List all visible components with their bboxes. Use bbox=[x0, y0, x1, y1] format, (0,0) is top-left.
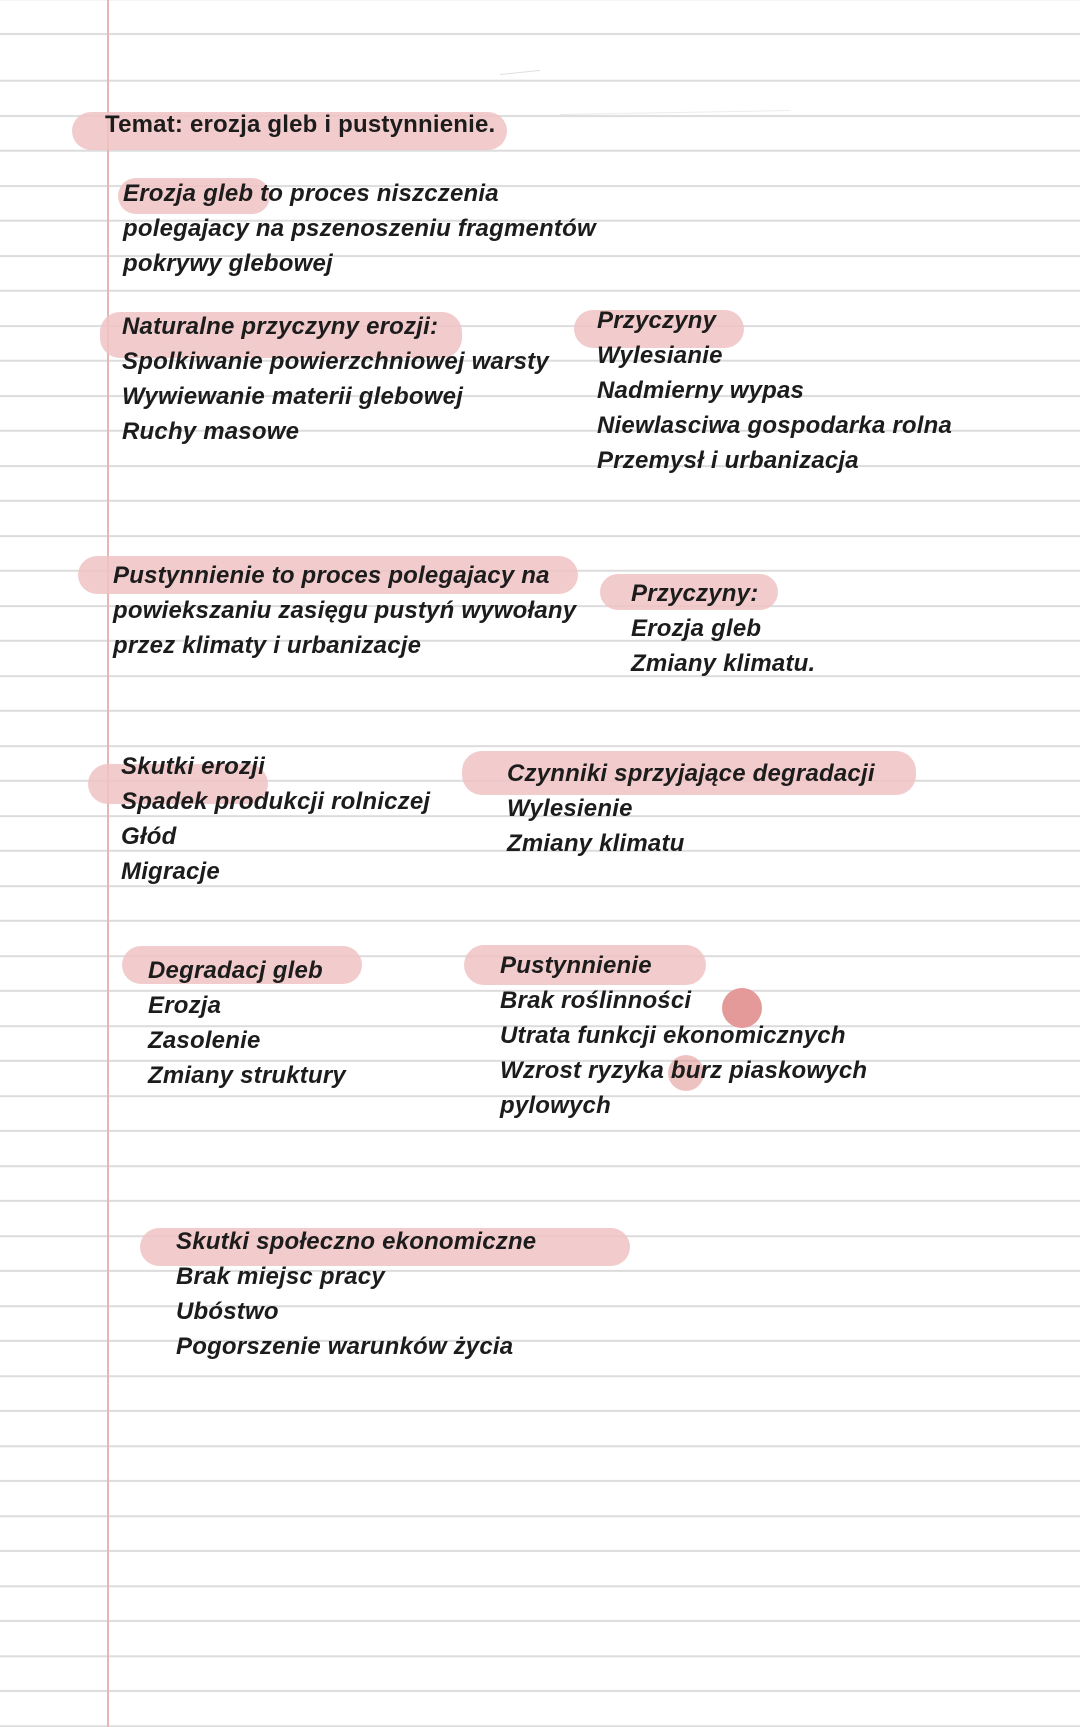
pustynnienie-definition-line: powiekszaniu zasięgu pustyń wywołany bbox=[113, 597, 577, 624]
pencil-stroke bbox=[560, 110, 790, 115]
skutki-erozji-item: Głód bbox=[121, 823, 177, 850]
pustynnienie-heading: Pustynnienie bbox=[500, 952, 652, 979]
spoleczne-heading: Skutki społeczno ekonomiczne bbox=[176, 1228, 537, 1255]
pustynnienie-section bbox=[500, 948, 867, 1123]
pustynnienie-definition-line: przez klimaty i urbanizacje bbox=[113, 632, 422, 659]
naturalne-item: Wywiewanie materii glebowej bbox=[122, 383, 464, 410]
page-title-text: Temat: erozja gleb i pustynnienie. bbox=[105, 111, 496, 138]
przyczyny2-item: Erozja gleb bbox=[631, 615, 762, 642]
degradacja-item: Erozja bbox=[148, 992, 222, 1019]
naturalne-item: Spolkiwanie powierzchniowej warsty bbox=[122, 348, 549, 375]
notebook-margin-line bbox=[107, 0, 109, 1727]
skutki-erozji-item: Migracje bbox=[121, 858, 220, 885]
skutki-erozji-section bbox=[121, 749, 430, 889]
czynniki-section bbox=[507, 756, 875, 861]
page-title bbox=[105, 107, 495, 142]
naturalne-item: Ruchy masowe bbox=[122, 418, 300, 445]
przyczyny2-item: Zmiany klimatu. bbox=[631, 650, 816, 677]
spoleczne-item: Pogorszenie warunków życia bbox=[176, 1333, 514, 1360]
erozja-definition-line: pokrywy glebowej bbox=[123, 250, 333, 277]
erozja-definition-line: polegajacy na pszenoszeniu fragmentów bbox=[123, 215, 596, 242]
pustynnienie-item: Utrata funkcji ekonomicznych bbox=[500, 1022, 846, 1049]
pustynnienie-definition-line: Pustynnienie to proces polegajacy na bbox=[113, 562, 550, 589]
degradacja-item: Zmiany struktury bbox=[148, 1062, 346, 1089]
skutki-erozji-heading: Skutki erozji bbox=[121, 753, 265, 780]
przyczyny-item: Nadmierny wypas bbox=[597, 377, 805, 404]
skutki-erozji-item: Spadek produkcji rolniczej bbox=[121, 788, 431, 815]
spoleczne-item: Ubóstwo bbox=[176, 1298, 279, 1325]
pustynnienie-item: Brak roślinności bbox=[500, 987, 692, 1014]
erozja-definition bbox=[123, 176, 596, 281]
przyczyny2-section bbox=[631, 576, 815, 681]
przyczyny-section bbox=[597, 303, 952, 478]
czynniki-heading: Czynniki sprzyjające degradacji bbox=[507, 760, 875, 787]
przyczyny-item: Przemysł i urbanizacja bbox=[597, 447, 859, 474]
pustynnienie-item: Wzrost ryzyka burz piaskowych bbox=[500, 1057, 868, 1084]
degradacja-heading: Degradacj gleb bbox=[148, 957, 323, 984]
czynniki-item: Wylesienie bbox=[507, 795, 633, 822]
pustynnienie-definition bbox=[113, 558, 576, 663]
spoleczne-item: Brak miejsc pracy bbox=[176, 1263, 385, 1290]
degradacja-item: Zasolenie bbox=[148, 1027, 261, 1054]
przyczyny-item: Wylesianie bbox=[597, 342, 723, 369]
pustynnienie-item: pylowych bbox=[500, 1092, 611, 1119]
przyczyny-item: Niewlasciwa gospodarka rolna bbox=[597, 412, 953, 439]
naturalne-przyczyny-section bbox=[122, 309, 549, 449]
czynniki-item: Zmiany klimatu bbox=[507, 830, 685, 857]
pencil-stroke bbox=[500, 70, 540, 75]
naturalne-heading: Naturalne przyczyny erozji: bbox=[122, 313, 439, 340]
przyczyny-heading: Przyczyny bbox=[597, 307, 717, 334]
spoleczne-section bbox=[176, 1224, 536, 1364]
erozja-definition-line: Erozja gleb to proces niszczenia bbox=[123, 180, 499, 207]
degradacja-section bbox=[148, 953, 346, 1093]
przyczyny2-heading: Przyczyny: bbox=[631, 580, 759, 607]
